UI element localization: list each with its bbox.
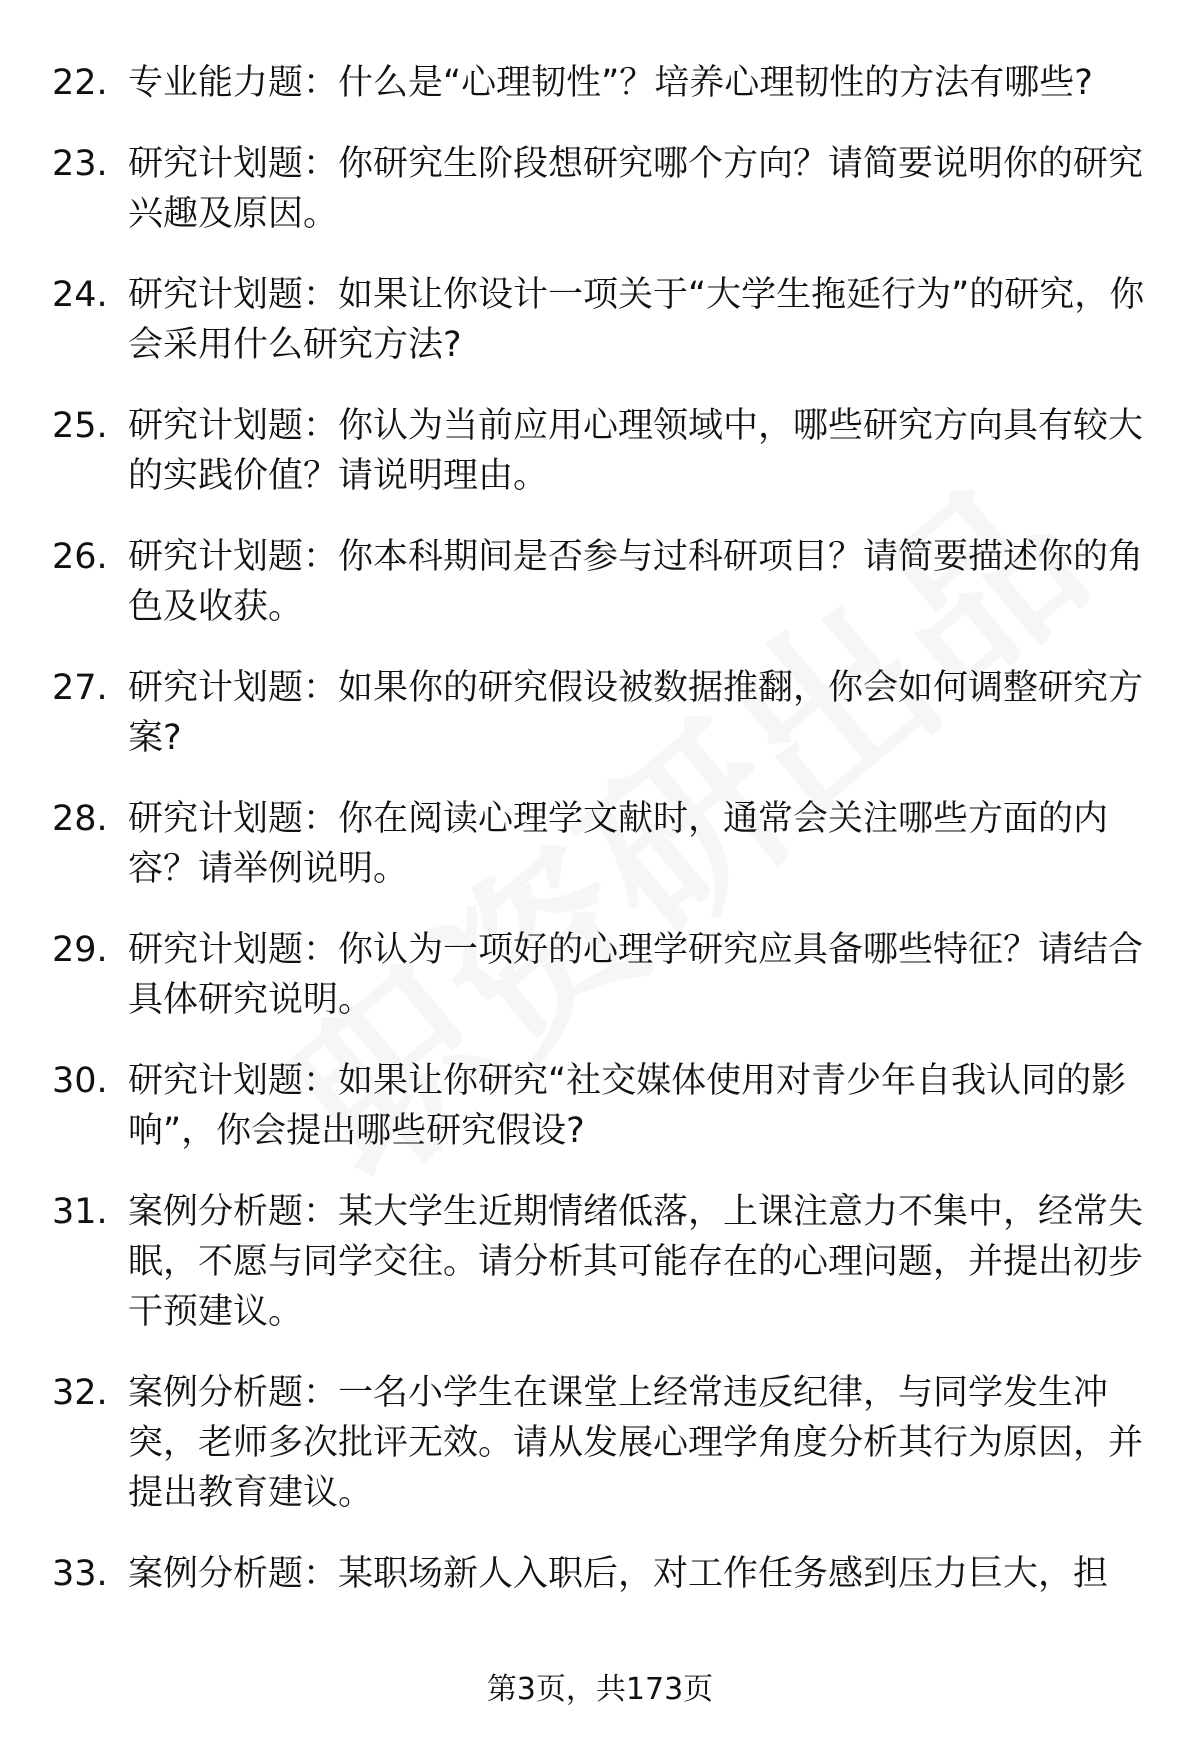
question-number: 23. <box>52 144 108 184</box>
question-list <box>52 58 1152 1630</box>
question-item <box>52 270 1152 370</box>
question-item <box>52 1549 1152 1599</box>
question-item <box>52 663 1152 763</box>
question-number: 22. <box>52 63 108 103</box>
question-item <box>52 58 1152 108</box>
question-number: 30. <box>52 1061 108 1101</box>
question-text: 研究计划题：你研究生阶段想研究哪个方向？请简要说明你的研究兴趣及原因。 <box>128 144 1144 234</box>
question-item <box>52 401 1152 501</box>
question-text: 案例分析题：一名小学生在课堂上经常违反纪律，与同学发生冲突，老师多次批评无效。请从发展心理学角度分析其行为原因，并提出教育建议。 <box>128 1373 1144 1513</box>
question-number: 28. <box>52 799 108 839</box>
question-item <box>52 1187 1152 1337</box>
question-item <box>52 532 1152 632</box>
question-item <box>52 1368 1152 1518</box>
question-text: 研究计划题：如果让你研究“社交媒体使用对青少年自我认同的影响”，你会提出哪些研究假设? <box>128 1061 1127 1151</box>
question-number: 31. <box>52 1192 108 1232</box>
question-number: 33. <box>52 1554 108 1594</box>
question-text: 案例分析题：某大学生近期情绪低落，上课注意力不集中，经常失眠，不愿与同学交往。请分析其可能存在的心理问题，并提出初步干预建议。 <box>128 1192 1144 1332</box>
question-item <box>52 925 1152 1025</box>
question-text: 专业能力题：什么是“心理韧性”？培养心理韧性的方法有哪些? <box>128 63 1093 103</box>
question-number: 29. <box>52 930 108 970</box>
question-number: 27. <box>52 668 108 708</box>
question-text: 研究计划题：如果你的研究假设被数据推翻，你会如何调整研究方案? <box>128 668 1144 758</box>
question-text: 案例分析题：某职场新人入职后，对工作任务感到压力巨大，担 <box>128 1554 1109 1594</box>
question-number: 26. <box>52 537 108 577</box>
question-item <box>52 794 1152 894</box>
question-text: 研究计划题：如果让你设计一项关于“大学生拖延行为”的研究，你会采用什么研究方法? <box>128 275 1145 365</box>
question-text: 研究计划题：你本科期间是否参与过科研项目？请简要描述你的角色及收获。 <box>128 537 1144 627</box>
question-text: 研究计划题：你认为一项好的心理学研究应具备哪些特征？请结合具体研究说明。 <box>128 930 1144 1020</box>
question-item <box>52 139 1152 239</box>
question-text: 研究计划题：你在阅读心理学文献时，通常会关注哪些方面的内容？请举例说明。 <box>128 799 1109 889</box>
question-text: 研究计划题：你认为当前应用心理领域中，哪些研究方向具有较大的实践价值？请说明理由。 <box>128 406 1144 496</box>
question-number: 24. <box>52 275 108 315</box>
page-footer: 第3页，共173页 <box>486 1672 714 1707</box>
question-item <box>52 1056 1152 1156</box>
question-number: 25. <box>52 406 108 446</box>
question-number: 32. <box>52 1373 108 1413</box>
